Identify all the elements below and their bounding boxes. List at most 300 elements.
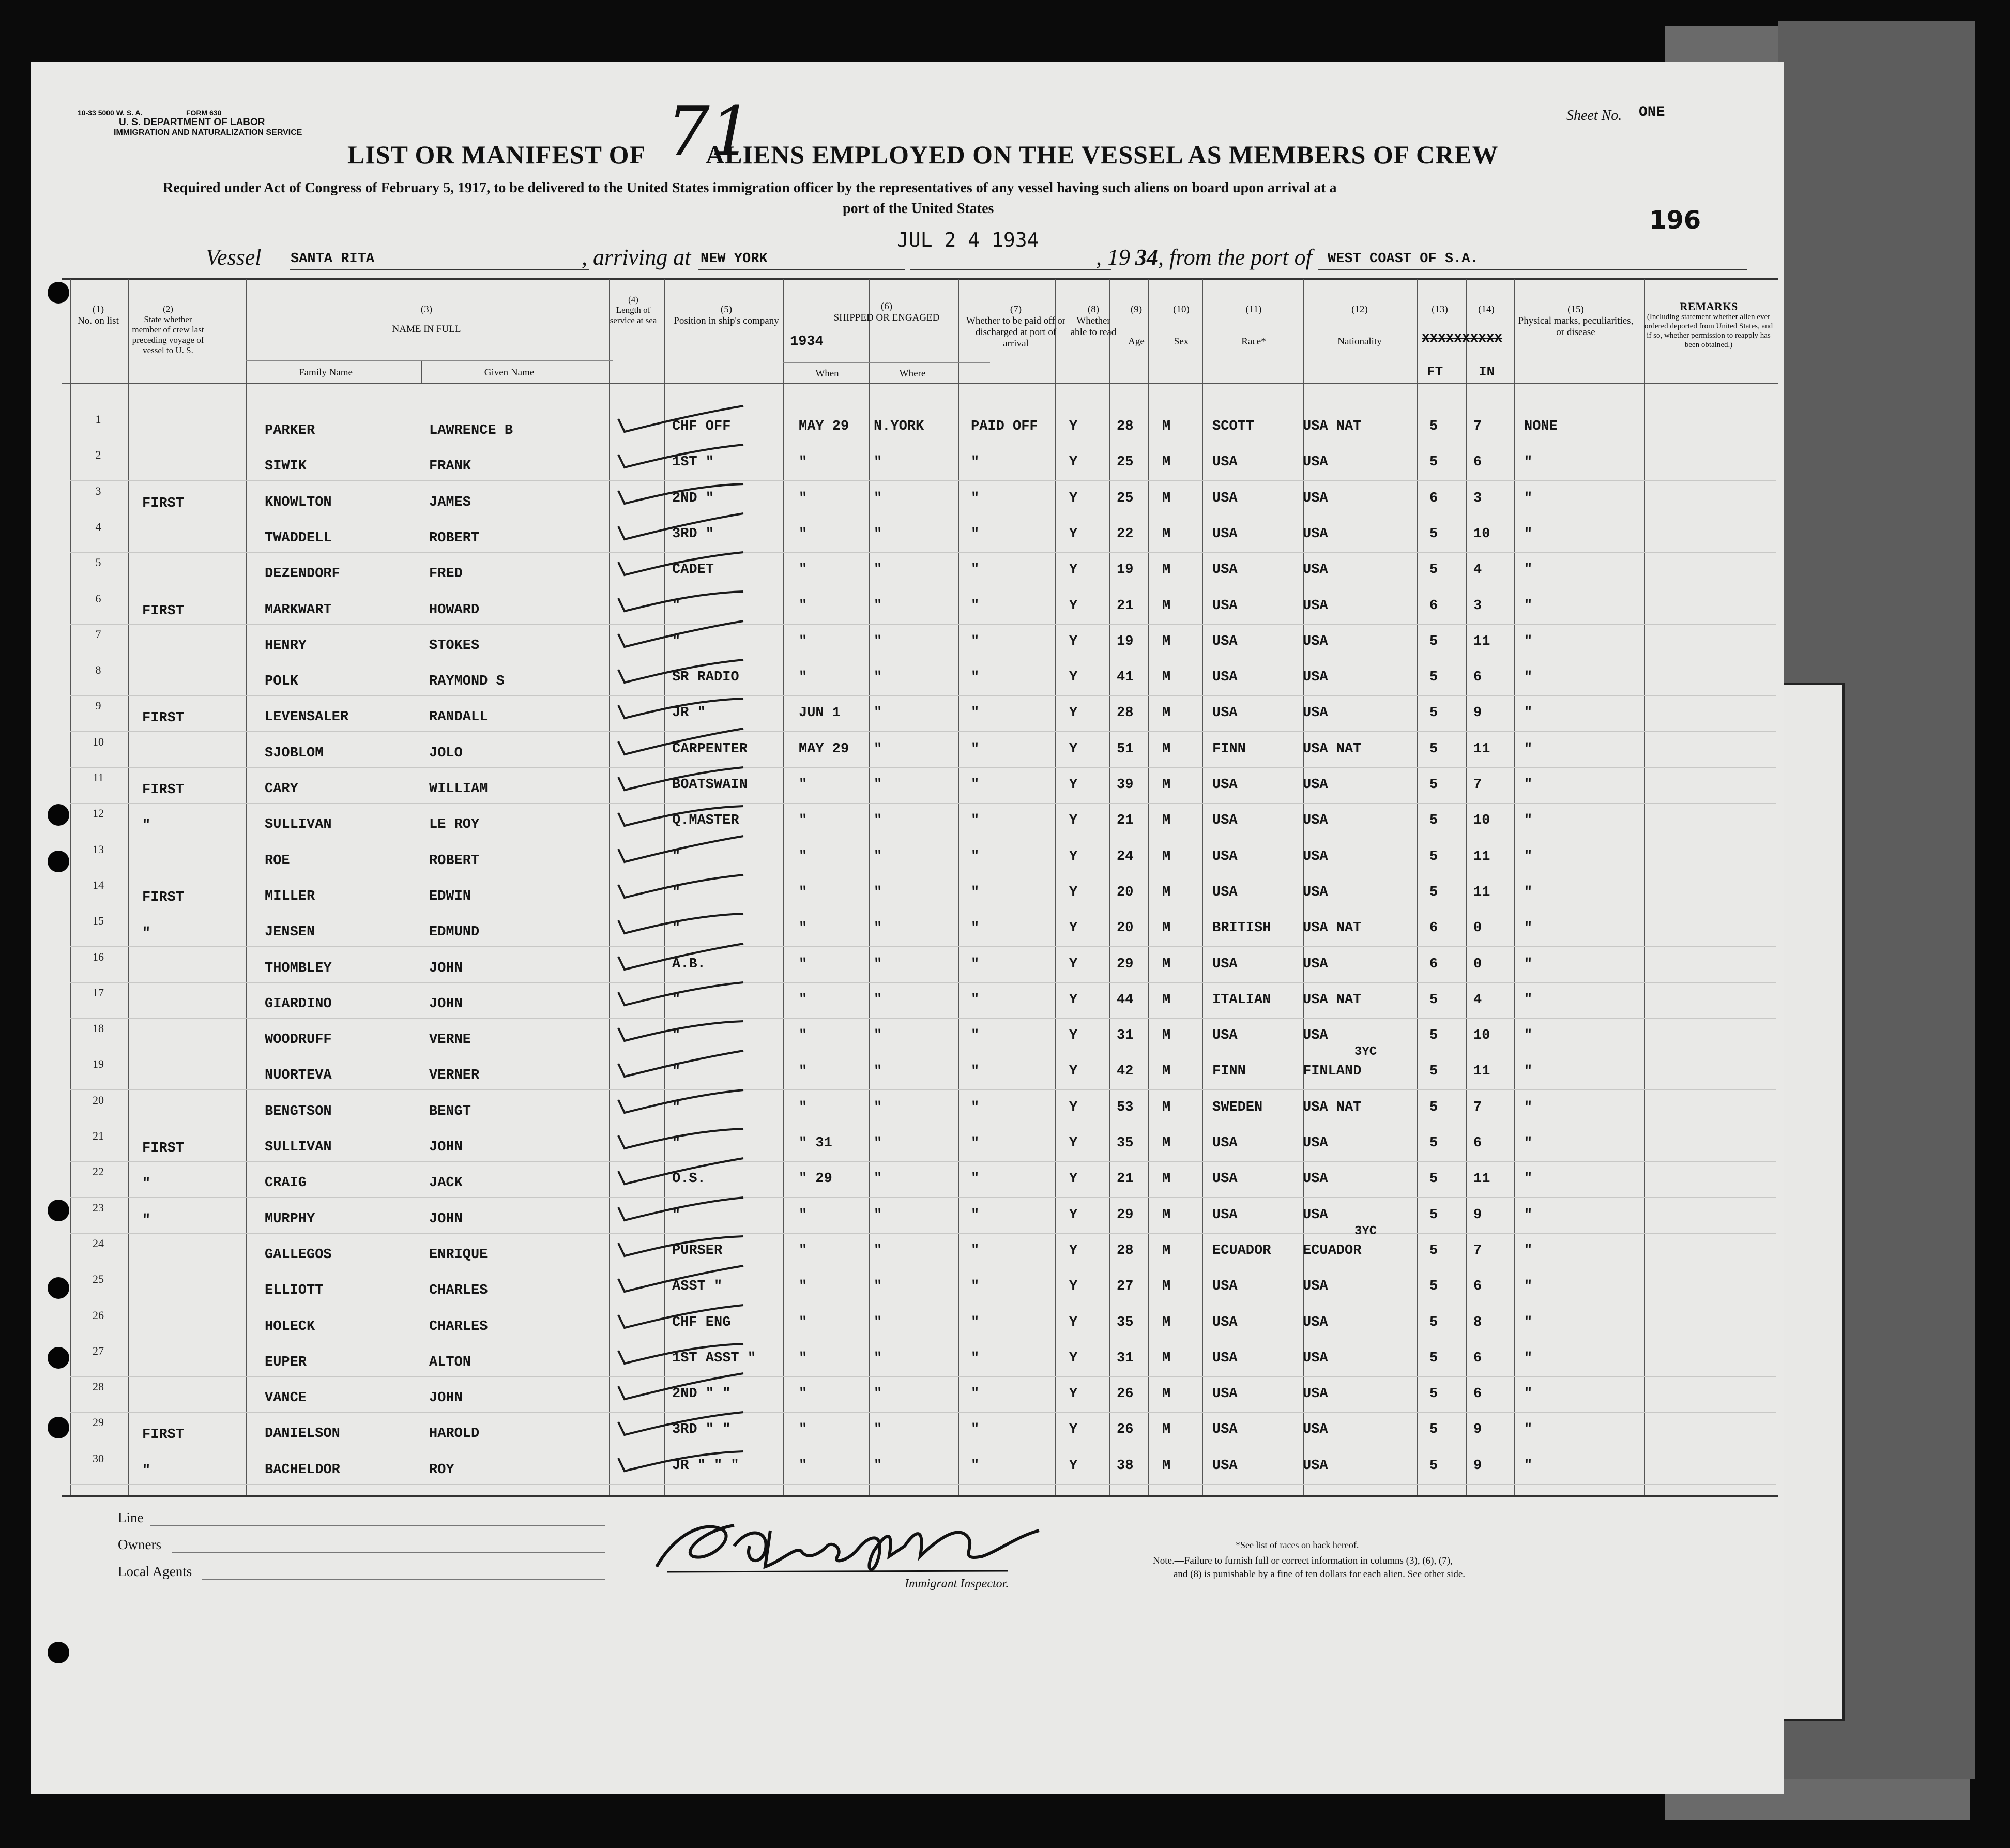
title-left: LIST OR MANIFEST OF xyxy=(347,140,646,169)
cell-nat: USA xyxy=(1303,670,1328,685)
cell-sex: M xyxy=(1162,1386,1171,1402)
cell-family: ROE xyxy=(265,853,290,869)
cell-given: LAWRENCE B xyxy=(429,423,513,438)
cell-when: " xyxy=(799,1315,808,1330)
cell-paid: " xyxy=(971,1135,980,1151)
cell-age: 22 xyxy=(1117,526,1134,542)
cell-given: VERNER xyxy=(429,1068,480,1083)
cell-paid: " xyxy=(971,491,980,506)
cell-race: FINN xyxy=(1212,741,1246,757)
cell-family: LEVENSALER xyxy=(265,709,349,725)
cell-given: BENGT xyxy=(429,1104,471,1119)
col11-header: (11) Race* xyxy=(1241,304,1266,347)
check-mark-icon xyxy=(614,941,749,977)
row-number: 22 xyxy=(93,1165,104,1178)
from-label: , from the port of xyxy=(1158,245,1312,270)
cell-read: Y xyxy=(1069,1207,1078,1223)
cell-sex: M xyxy=(1162,491,1171,506)
cell-age: 42 xyxy=(1117,1064,1134,1079)
cell-pos: SR RADIO xyxy=(672,670,739,685)
cell-pos: " xyxy=(672,598,681,614)
cell-family: SULLIVAN xyxy=(265,1140,332,1155)
cell-given: CHARLES xyxy=(429,1283,488,1298)
row-number: 26 xyxy=(93,1309,104,1322)
check-mark-icon xyxy=(614,475,749,511)
cell-prev: FIRST xyxy=(142,603,185,619)
cell-sex: M xyxy=(1162,849,1171,865)
check-mark-icon xyxy=(614,1120,749,1156)
cell-ft: 5 xyxy=(1429,634,1438,649)
check-mark-icon xyxy=(614,618,749,655)
row-rule xyxy=(70,731,1776,732)
cell-race: BRITISH xyxy=(1212,920,1271,936)
cell-age: 53 xyxy=(1117,1100,1134,1115)
cell-when: JUN 1 xyxy=(799,705,841,721)
cell-race: USA xyxy=(1212,1279,1238,1294)
cell-ft: 6 xyxy=(1429,598,1438,614)
cell-nat: USA xyxy=(1303,1171,1328,1187)
cell-where: " xyxy=(874,491,882,506)
cell-sex: M xyxy=(1162,670,1171,685)
cell-pos: JR " xyxy=(672,705,706,721)
row-rule xyxy=(70,1161,1776,1162)
cell-marks: " xyxy=(1524,598,1533,614)
vessel-label: Vessel xyxy=(206,245,262,270)
cell-ft: 5 xyxy=(1429,455,1438,470)
row-number: 25 xyxy=(93,1273,104,1285)
cell-family: CRAIG xyxy=(265,1175,307,1191)
cell-nat: USA xyxy=(1303,849,1328,865)
cell-sex: M xyxy=(1162,455,1171,470)
cell-age: 31 xyxy=(1117,1028,1134,1043)
cell-ft: 5 xyxy=(1429,885,1438,900)
cell-nat: USA xyxy=(1303,598,1328,614)
cell-marks: " xyxy=(1524,885,1533,900)
cell-age: 25 xyxy=(1117,455,1134,470)
row-rule xyxy=(70,552,1776,553)
cell-when: " 31 xyxy=(799,1135,832,1151)
row-rule xyxy=(70,982,1776,983)
cell-given: JOHN xyxy=(429,1140,463,1155)
cell-read: Y xyxy=(1069,992,1078,1008)
row-rule xyxy=(70,946,1776,947)
cell-pos: 1ST ASST " xyxy=(672,1351,756,1366)
cell-paid: " xyxy=(971,670,980,685)
cell-prev: FIRST xyxy=(142,890,185,905)
cell-race: USA xyxy=(1212,598,1238,614)
cell-given: CHARLES xyxy=(429,1319,488,1335)
cell-given: ENRIQUE xyxy=(429,1247,488,1263)
cell-given: JAMES xyxy=(429,495,471,510)
cell-where: " xyxy=(874,885,882,900)
column-rule xyxy=(1514,279,1515,1495)
cell-family: BENGTSON xyxy=(265,1104,332,1119)
cell-sex: M xyxy=(1162,920,1171,936)
cell-ft: 6 xyxy=(1429,491,1438,506)
cell-sex: M xyxy=(1162,885,1171,900)
check-mark-icon xyxy=(614,547,749,583)
cell-pos: BOATSWAIN xyxy=(672,777,748,793)
cell-when: " xyxy=(799,920,808,936)
row-number: 20 xyxy=(93,1094,104,1107)
column-rule xyxy=(1644,279,1645,1495)
cell-when: MAY 29 xyxy=(799,419,849,434)
cell-age: 51 xyxy=(1117,741,1134,757)
cell-nat: USA xyxy=(1303,526,1328,542)
cell-when: " xyxy=(799,992,808,1008)
cell-pos: CHF OFF xyxy=(672,419,731,434)
column-rule xyxy=(1202,279,1203,1495)
cell-sex: M xyxy=(1162,1171,1171,1187)
cell-given: JOHN xyxy=(429,1390,463,1406)
cell-where: " xyxy=(874,1422,882,1437)
cell-nat: USA xyxy=(1303,957,1328,972)
cell-when: " xyxy=(799,455,808,470)
cell-race: USA xyxy=(1212,813,1238,828)
name-subheader-rule xyxy=(246,360,613,361)
cell-paid: " xyxy=(971,1386,980,1402)
cell-ft: 5 xyxy=(1429,419,1438,434)
cell-family: HOLECK xyxy=(265,1319,315,1335)
vessel-underline xyxy=(290,269,589,270)
cell-race: USA xyxy=(1212,1028,1238,1043)
cell-where: " xyxy=(874,957,882,972)
where-header: Where xyxy=(899,368,926,379)
cell-prev: FIRST xyxy=(142,710,185,726)
cell-when: " xyxy=(799,1458,808,1474)
cell-family: WOODRUFF xyxy=(265,1032,332,1048)
cell-prev: FIRST xyxy=(142,1141,185,1156)
cell-paid: " xyxy=(971,1028,980,1043)
cell-in: 7 xyxy=(1473,1100,1482,1115)
cell-in: 3 xyxy=(1473,491,1482,506)
page-number: 196 xyxy=(1649,206,1701,235)
column-rule xyxy=(609,279,610,1495)
cell-sex: M xyxy=(1162,957,1171,972)
row-rule xyxy=(70,1376,1776,1377)
cell-ft: 5 xyxy=(1429,849,1438,865)
cell-in: 6 xyxy=(1473,670,1482,685)
line-label: Line xyxy=(118,1510,144,1525)
cell-nat: USA NAT xyxy=(1303,1100,1362,1115)
cell-where: " xyxy=(874,455,882,470)
cell-pos: Q.MASTER xyxy=(672,813,739,828)
nationality-annotation: 3YC xyxy=(1354,1045,1377,1059)
cell-paid: " xyxy=(971,1458,980,1474)
cell-read: Y xyxy=(1069,920,1078,936)
cell-sex: M xyxy=(1162,1135,1171,1151)
cell-paid: " xyxy=(971,1171,980,1187)
year-prefix: , 19 xyxy=(1096,245,1130,270)
cell-age: 35 xyxy=(1117,1135,1134,1151)
row-rule xyxy=(70,1233,1776,1234)
handwritten-number: 71 xyxy=(667,92,753,171)
check-mark-icon xyxy=(614,1192,749,1228)
cell-race: USA xyxy=(1212,562,1238,578)
cell-family: MURPHY xyxy=(265,1211,315,1227)
remarks-header: REMARKS (Including statement whether alien ever ordered deported from United States, and if so, whether permission to reapply has been obtained.) xyxy=(1644,300,1773,349)
cell-age: 26 xyxy=(1117,1422,1134,1437)
cell-prev: FIRST xyxy=(142,782,185,798)
cell-given: JOHN xyxy=(429,1211,463,1227)
penalty-note-1: Note.—Failure to furnish full or correct information in columns (3), (6), (7), xyxy=(1153,1555,1453,1566)
cell-age: 19 xyxy=(1117,634,1134,649)
cell-family: SULLIVAN xyxy=(265,817,332,832)
column-rule xyxy=(783,279,784,1495)
column-rule xyxy=(70,279,71,1495)
cell-pos: 2ND " xyxy=(672,491,714,506)
cell-nat: USA xyxy=(1303,777,1328,793)
cell-read: Y xyxy=(1069,1064,1078,1079)
cell-nat: USA xyxy=(1303,705,1328,721)
cell-in: 3 xyxy=(1473,598,1482,614)
cell-prev: FIRST xyxy=(142,1427,185,1443)
cell-read: Y xyxy=(1069,1243,1078,1259)
cell-read: Y xyxy=(1069,526,1078,542)
table-bottom-border xyxy=(62,1495,1778,1497)
cell-sex: M xyxy=(1162,526,1171,542)
cell-read: Y xyxy=(1069,1315,1078,1330)
cell-age: 20 xyxy=(1117,920,1134,936)
cell-age: 29 xyxy=(1117,1207,1134,1223)
col2-header: (2) State whether member of crew last preceding voyage of vessel to U. S. xyxy=(132,304,204,355)
sheet-value: ONE xyxy=(1639,104,1665,120)
cell-given: JOLO xyxy=(429,746,463,761)
cell-prev: " xyxy=(142,1213,151,1228)
cell-given: JOHN xyxy=(429,996,463,1012)
check-mark-icon xyxy=(614,977,749,1013)
cell-family: TWADDELL xyxy=(265,531,332,546)
cell-family: DANIELSON xyxy=(265,1426,340,1442)
cell-pos: " xyxy=(672,849,681,865)
row-number: 28 xyxy=(93,1380,104,1393)
from-port: WEST COAST OF S.A. xyxy=(1328,251,1479,267)
binder-hole xyxy=(48,1417,69,1438)
check-mark-icon xyxy=(614,1012,749,1049)
cell-nat: USA xyxy=(1303,1279,1328,1294)
cell-sex: M xyxy=(1162,562,1171,578)
table-header-bottom xyxy=(62,383,1778,384)
cell-read: Y xyxy=(1069,1100,1078,1115)
cell-pos: " xyxy=(672,920,681,936)
binder-hole xyxy=(48,282,69,304)
check-mark-icon xyxy=(614,1084,749,1120)
cell-read: Y xyxy=(1069,885,1078,900)
cell-race: USA xyxy=(1212,634,1238,649)
cell-race: USA xyxy=(1212,1171,1238,1187)
cell-marks: " xyxy=(1524,670,1533,685)
cell-race: USA xyxy=(1212,885,1238,900)
cell-when: " xyxy=(799,1243,808,1259)
cell-in: 9 xyxy=(1473,705,1482,721)
cell-when: " xyxy=(799,634,808,649)
cell-sex: M xyxy=(1162,705,1171,721)
cell-sex: M xyxy=(1162,1064,1171,1079)
row-rule xyxy=(70,1412,1776,1413)
cell-paid: " xyxy=(971,598,980,614)
cell-in: 9 xyxy=(1473,1458,1482,1474)
cell-family: CARY xyxy=(265,781,298,797)
cell-nat: USA xyxy=(1303,1028,1328,1043)
cell-family: GALLEGOS xyxy=(265,1247,332,1263)
cell-race: USA xyxy=(1212,849,1238,865)
col12-header: (12) Nationality xyxy=(1337,304,1382,347)
cell-age: 21 xyxy=(1117,598,1134,614)
cell-race: USA xyxy=(1212,1422,1238,1437)
check-mark-icon xyxy=(614,1228,749,1264)
cell-nat: USA xyxy=(1303,562,1328,578)
cell-where: " xyxy=(874,992,882,1008)
cell-when: " xyxy=(799,1064,808,1079)
cell-in: 10 xyxy=(1473,1028,1490,1043)
cell-read: Y xyxy=(1069,670,1078,685)
cell-paid: " xyxy=(971,705,980,721)
cell-marks: " xyxy=(1524,777,1533,793)
row-rule xyxy=(70,1484,1776,1485)
cell-marks: " xyxy=(1524,1315,1533,1330)
cell-paid: " xyxy=(971,1243,980,1259)
col10-header: (10) Sex xyxy=(1173,304,1190,347)
agents-label: Local Agents xyxy=(118,1564,192,1579)
cell-marks: " xyxy=(1524,741,1533,757)
cell-read: Y xyxy=(1069,455,1078,470)
cell-paid: " xyxy=(971,1422,980,1437)
check-mark-icon xyxy=(614,834,749,870)
col14-num: (14) xyxy=(1478,304,1495,315)
cell-age: 39 xyxy=(1117,777,1134,793)
cell-marks: " xyxy=(1524,1458,1533,1474)
cell-when: " xyxy=(799,670,808,685)
department: U. S. DEPARTMENT OF LABOR xyxy=(119,117,265,128)
cell-when: " xyxy=(799,1422,808,1437)
cell-where: N.YORK xyxy=(874,419,924,434)
cell-read: Y xyxy=(1069,741,1078,757)
row-rule xyxy=(70,1197,1776,1198)
cell-ft: 5 xyxy=(1429,1028,1438,1043)
binder-hole xyxy=(48,804,69,826)
cell-when: " xyxy=(799,1351,808,1366)
cell-given: ROBERT xyxy=(429,853,480,869)
cell-read: Y xyxy=(1069,705,1078,721)
cell-age: 41 xyxy=(1117,670,1134,685)
cell-paid: " xyxy=(971,885,980,900)
cell-paid: " xyxy=(971,849,980,865)
cell-in: 10 xyxy=(1473,813,1490,828)
cell-given: FRED xyxy=(429,566,463,582)
cell-ft: 5 xyxy=(1429,1064,1438,1079)
cell-race: USA xyxy=(1212,1207,1238,1223)
row-number: 19 xyxy=(93,1057,104,1070)
cell-prev: " xyxy=(142,926,151,941)
column-rule xyxy=(958,279,959,1495)
cell-ft: 5 xyxy=(1429,741,1438,757)
cell-marks: " xyxy=(1524,1243,1533,1259)
cell-race: ECUADOR xyxy=(1212,1243,1271,1259)
cell-ft: 5 xyxy=(1429,1279,1438,1294)
cell-nat: USA xyxy=(1303,1135,1328,1151)
cell-when: " xyxy=(799,526,808,542)
cell-sex: M xyxy=(1162,634,1171,649)
owners-label: Owners xyxy=(118,1537,161,1552)
service: IMMIGRATION AND NATURALIZATION SERVICE xyxy=(114,128,302,137)
cell-read: Y xyxy=(1069,813,1078,828)
binder-hole xyxy=(48,851,69,872)
cell-where: " xyxy=(874,1135,882,1151)
races-note: *See list of races on back hereof. xyxy=(1236,1540,1359,1550)
cell-family: MILLER xyxy=(265,889,315,904)
row-rule xyxy=(70,767,1776,768)
cell-given: LE ROY xyxy=(429,817,480,832)
cell-when: " xyxy=(799,1100,808,1115)
row-rule xyxy=(70,1018,1776,1019)
check-mark-icon xyxy=(614,1263,749,1299)
cell-paid: " xyxy=(971,813,980,828)
cell-ft: 5 xyxy=(1429,670,1438,685)
row-number: 9 xyxy=(95,699,101,712)
cell-pos: 3RD " xyxy=(672,526,714,542)
cell-given: STOKES xyxy=(429,638,480,654)
cell-given: VERNE xyxy=(429,1032,471,1048)
binder-hole xyxy=(48,1277,69,1299)
cell-family: EUPER xyxy=(265,1355,307,1370)
cell-in: 6 xyxy=(1473,1279,1482,1294)
row-number: 6 xyxy=(95,592,101,605)
row-rule xyxy=(70,1089,1776,1090)
cell-when: " xyxy=(799,777,808,793)
cell-when: MAY 29 xyxy=(799,741,849,757)
cell-in: 7 xyxy=(1473,1243,1482,1259)
cell-sex: M xyxy=(1162,1207,1171,1223)
cell-nat: USA xyxy=(1303,1315,1328,1330)
cell-pos: A.B. xyxy=(672,957,706,972)
row-number: 14 xyxy=(93,878,104,891)
cell-marks: " xyxy=(1524,813,1533,828)
cell-race: USA xyxy=(1212,1386,1238,1402)
row-number: 18 xyxy=(93,1022,104,1035)
cell-nat: USA xyxy=(1303,1458,1328,1474)
cell-family: PARKER xyxy=(265,423,315,438)
cell-in: 9 xyxy=(1473,1207,1482,1223)
cell-pos: CHF ENG xyxy=(672,1315,731,1330)
check-mark-icon xyxy=(614,690,749,726)
height-struck-label: XXXXXXXXXX xyxy=(1422,331,1503,346)
check-mark-icon xyxy=(614,1371,749,1407)
row-number: 15 xyxy=(93,914,104,927)
cell-nat: FINLAND xyxy=(1303,1064,1362,1079)
cell-marks: NONE xyxy=(1524,419,1558,434)
cell-marks: " xyxy=(1524,1171,1533,1187)
cell-read: Y xyxy=(1069,1171,1078,1187)
cell-marks: " xyxy=(1524,957,1533,972)
cell-sex: M xyxy=(1162,1458,1171,1474)
cell-ft: 5 xyxy=(1429,1171,1438,1187)
cell-in: 11 xyxy=(1473,885,1490,900)
cell-pos: " xyxy=(672,885,681,900)
row-number: 7 xyxy=(95,628,101,641)
cell-in: 11 xyxy=(1473,849,1490,865)
cell-in: 6 xyxy=(1473,1386,1482,1402)
cell-where: " xyxy=(874,1100,882,1115)
owners-rule xyxy=(172,1552,605,1553)
column-rule xyxy=(1148,279,1149,1495)
row-number: 27 xyxy=(93,1344,104,1357)
cell-sex: M xyxy=(1162,1315,1171,1330)
cell-when: " xyxy=(799,1386,808,1402)
cell-where: " xyxy=(874,705,882,721)
cell-race: USA xyxy=(1212,491,1238,506)
cell-ft: 5 xyxy=(1429,1100,1438,1115)
col9-header: (9) Age xyxy=(1128,304,1145,347)
